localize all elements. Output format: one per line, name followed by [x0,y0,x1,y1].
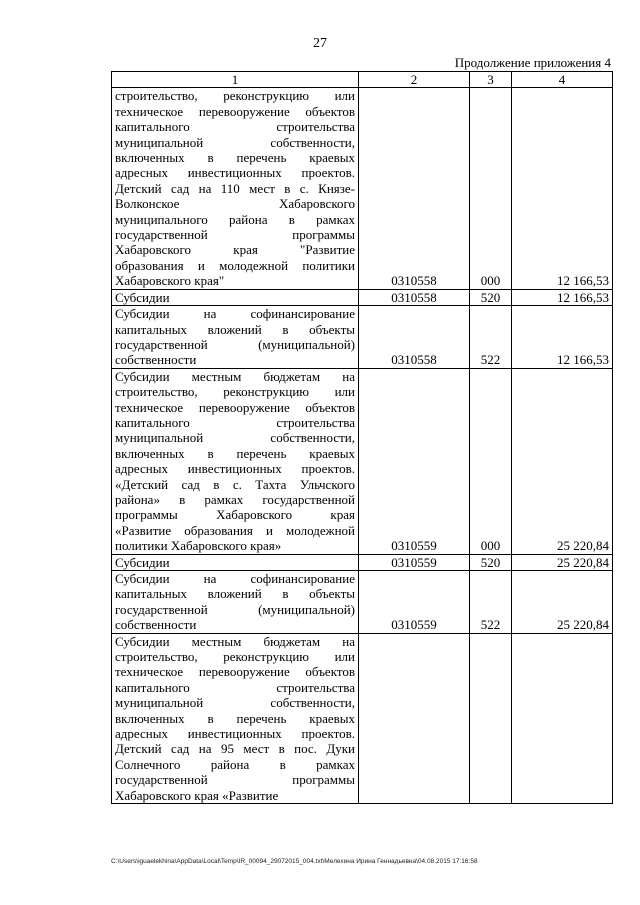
table-header-row [112,72,613,88]
table-row [112,554,613,570]
description-line: государственной (муниципальной) [115,336,355,352]
description-line: «Развитие образования и молодежной [115,522,355,538]
description-line: капитального строительства [115,679,355,695]
description-line: включенных в перечень краевых [115,150,355,166]
description-line: техническое перевооружение объектов [115,399,355,415]
row-amount: 25 220,84 [512,554,613,570]
description-line: строительство, реконструкцию или [115,88,355,104]
description-line: муниципальной собственности, [115,134,355,150]
description-line: Субсидии [115,289,170,305]
description-line: включенных в перечень краевых [115,710,355,726]
row-expense-type: 000 [470,88,512,289]
table-row [112,368,613,554]
row-target-code [359,633,470,803]
description-line: капитальных вложений в объекты [115,321,355,337]
row-expense-type: 520 [470,554,512,570]
description-line: Хабаровского края "Развитие [115,242,355,258]
row-target-code: 0310559 [359,571,470,634]
row-target-code: 0310558 [359,88,470,289]
description-line: Хабаровского края «Развитие [115,787,279,803]
row-description [112,88,359,289]
row-target-code: 0310558 [359,306,470,369]
row-expense-type: 520 [470,289,512,305]
row-description [112,571,359,634]
description-line: Субсидии на софинансирование [115,571,355,586]
header-col-2: 2 [359,72,470,88]
table-row [112,306,613,369]
description-line: района» в рамках государственной [115,491,355,507]
appendix-table [111,71,613,804]
description-line: «Детский сад в с. Тахта Ульчского [115,476,355,492]
row-amount: 12 166,53 [512,306,613,369]
row-description [112,554,359,570]
description-line: Хабаровского края" [115,273,225,289]
footer-file-path: C:\Users\iguaelekhina\AppData\Local\Temp\IR_00094_29072015_004.txt\Мелехина Ирина Геннадьевна\04.08.2015 17:16:58 [111,858,478,865]
description-line: техническое перевооружение объектов [115,103,355,119]
continuation-label: Продолжение приложения 4 [454,55,611,70]
description-line: Детский сад на 110 мест в с. Князе- [115,180,355,196]
description-line: строительство, реконструкцию или [115,649,355,665]
description-line: государственной (муниципальной) [115,601,355,617]
description-line: Солнечного района в рамках [115,756,355,772]
description-line: программы Хабаровского края [115,507,355,523]
description-line: включенных в перечень краевых [115,445,355,461]
description-line: Детский сад на 95 мест в пос. Дуки [115,741,355,757]
row-description [112,633,359,803]
description-line: адресных инвестиционных проектов. [115,165,355,181]
table-row [112,571,613,634]
row-description [112,306,359,369]
description-line: капитальных вложений в объекты [115,586,355,602]
description-line: муниципального района в рамках [115,211,355,227]
row-expense-type [470,633,512,803]
row-target-code: 0310558 [359,289,470,305]
row-target-code: 0310559 [359,554,470,570]
row-amount: 25 220,84 [512,571,613,634]
description-line: муниципальной собственности, [115,430,355,446]
description-line: капитального строительства [115,119,355,135]
description-line: Субсидии [115,554,170,570]
page-number: 27 [313,36,327,51]
description-line: собственности [115,352,197,368]
row-description [112,368,359,554]
description-line: образования и молодежной политики [115,257,355,273]
header-col-4: 4 [512,72,613,88]
description-line: адресных инвестиционных проектов. [115,461,355,477]
description-line: техническое перевооружение объектов [115,664,355,680]
row-amount: 12 166,53 [512,88,613,289]
description-line: Субсидии на софинансирование [115,306,355,322]
header-col-3: 3 [470,72,512,88]
header-col-1: 1 [112,72,359,88]
description-line: капитального строительства [115,414,355,430]
row-amount: 25 220,84 [512,368,613,554]
description-line: адресных инвестиционных проектов. [115,726,355,742]
description-line: строительство, реконструкцию или [115,384,355,400]
description-line: Субсидии местным бюджетам на [115,633,355,649]
description-line: Субсидии местным бюджетам на [115,368,355,384]
description-line: государственной программы [115,227,355,243]
description-line: Волконское Хабаровского [115,196,355,212]
table-row [112,88,613,289]
row-expense-type: 000 [470,368,512,554]
description-line: собственности [115,617,197,633]
table-body [112,88,613,804]
description-line: муниципальной собственности, [115,695,355,711]
description-line: политики Хабаровского края» [115,538,282,554]
row-amount [512,633,613,803]
description-line: государственной программы [115,772,355,788]
row-amount: 12 166,53 [512,289,613,305]
row-expense-type: 522 [470,306,512,369]
row-target-code: 0310559 [359,368,470,554]
row-expense-type: 522 [470,571,512,634]
row-description [112,289,359,305]
table-row [112,289,613,305]
table-row [112,633,613,803]
